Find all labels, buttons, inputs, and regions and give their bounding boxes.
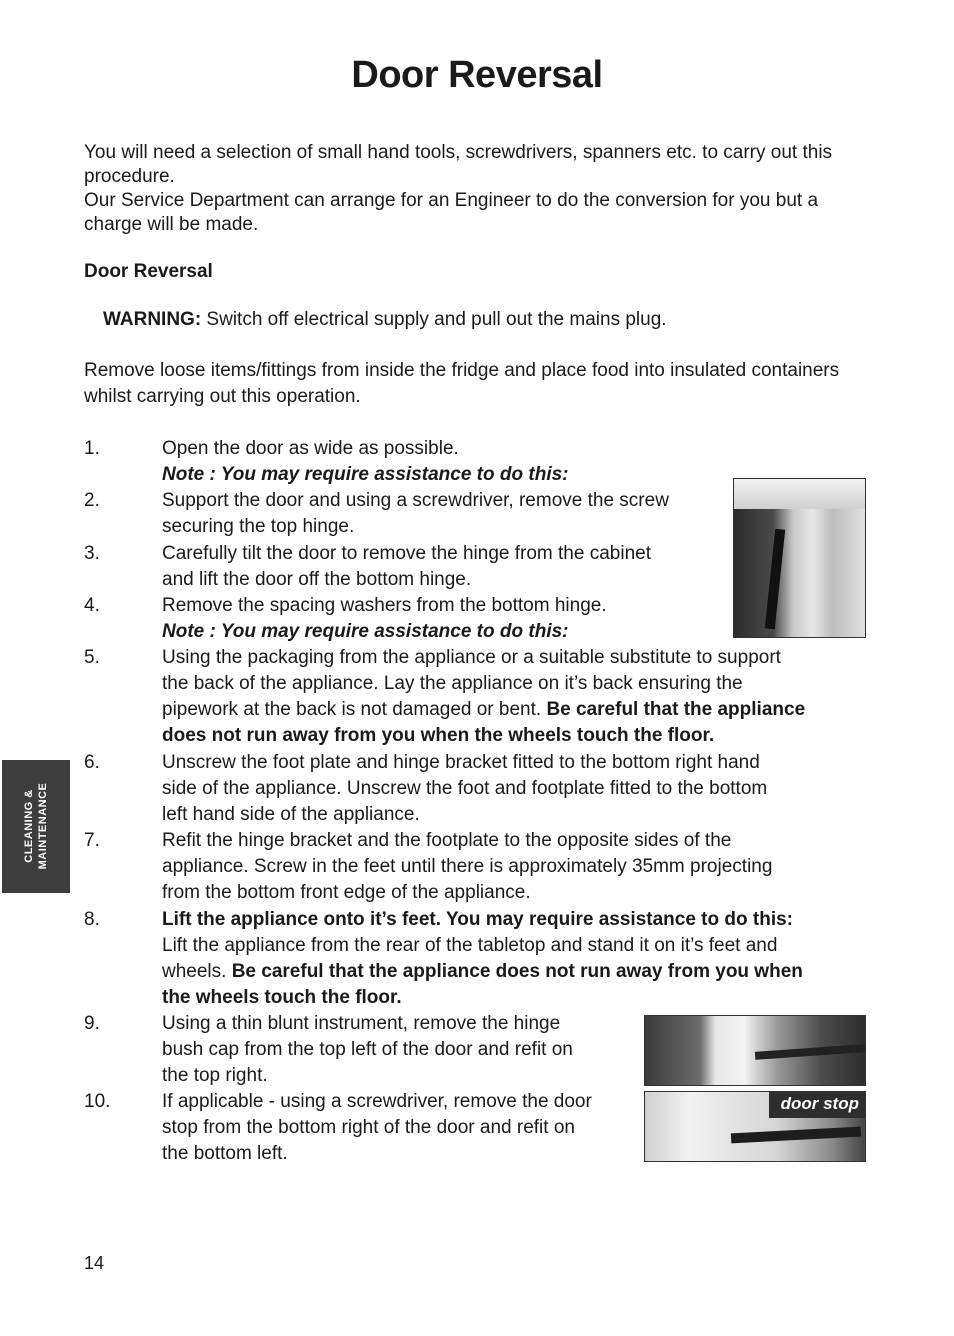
step-number: 3. — [84, 543, 100, 564]
step-text-line-1: Support the door and using a screwdriver, remove the screw — [162, 490, 669, 511]
intro-line-1: You will need a selection of small hand tools, screwdrivers, spanners etc. to carry out this procedure. — [84, 142, 833, 187]
section-subheading: Door Reversal — [84, 261, 213, 282]
side-tab-line-2: MAINTENANCE — [37, 782, 49, 870]
step-text-line-2: securing the top hinge. — [162, 516, 355, 537]
step-text-line-2: and lift the door off the bottom hinge. — [162, 569, 472, 590]
hinge-bush-cap-photo — [644, 1015, 866, 1086]
step-text-line-1: Unscrew the foot plate and hinge bracket fitted to the bottom right hand — [162, 752, 760, 773]
step-number: 4. — [84, 595, 100, 616]
step-text-line-2: the back of the appliance. Lay the appliance on it’s back ensuring the — [162, 673, 743, 694]
intro-paragraph — [84, 141, 874, 237]
step-text-line-2: wheels. — [162, 961, 232, 982]
step-number: 8. — [84, 909, 100, 930]
step-number: 9. — [84, 1013, 100, 1034]
side-tab-label — [22, 761, 50, 891]
step-caution-2: the wheels touch the floor. — [162, 987, 402, 1008]
step-text: Remove the spacing washers from the bottom hinge. — [162, 595, 607, 616]
step-text-line-2: stop from the bottom right of the door and refit on — [162, 1117, 575, 1138]
page-title: Door Reversal — [351, 54, 603, 96]
step-number: 6. — [84, 752, 100, 773]
page-number: 14 — [84, 1253, 105, 1273]
step-text-line-1: Using the packaging from the appliance or a suitable substitute to support — [162, 647, 781, 668]
photo-tool — [755, 1044, 865, 1060]
step-number: 7. — [84, 830, 100, 851]
step-text-line-3: pipework at the back is not damaged or bent. — [162, 699, 547, 720]
step-text-line-3: from the bottom front edge of the appliance. — [162, 882, 531, 903]
step-text-line-2: side of the appliance. Unscrew the foot and footplate fitted to the bottom — [162, 778, 768, 799]
step-text-line-1: Using a thin blunt instrument, remove the hinge — [162, 1013, 561, 1034]
step-text-line-3: the top right. — [162, 1065, 268, 1086]
step-text-line-1: If applicable - using a screwdriver, remove the door — [162, 1091, 592, 1112]
step-note: Note : You may require assistance to do this: — [162, 464, 569, 485]
step-caution-2: does not run away from you when the wheels touch the floor. — [162, 725, 715, 746]
step-text: Open the door as wide as possible. — [162, 438, 459, 459]
intro-line-2: Our Service Department can arrange for an Engineer to do the conversion for you but a charge will be made. — [84, 190, 819, 235]
step-text-line-1: Refit the hinge bracket and the footplate to the opposite sides of the — [162, 830, 732, 851]
step-note: Note : You may require assistance to do this: — [162, 621, 569, 642]
top-hinge-photo — [733, 478, 866, 638]
step-text-line-3: left hand side of the appliance. — [162, 804, 420, 825]
side-tab-line-1: CLEANING & — [23, 789, 35, 863]
door-stop-caption: door stop — [780, 1094, 859, 1113]
step-text-line-2: appliance. Screw in the feet until there is approximately 35mm projecting — [162, 856, 773, 877]
step-number: 2. — [84, 490, 100, 511]
step-heading: Lift the appliance onto it’s feet. You may require assistance to do this: — [162, 909, 793, 930]
warning-notice — [103, 309, 667, 331]
step-text-line-1: Lift the appliance from the rear of the tabletop and stand it on it’s feet and — [162, 935, 778, 956]
step-caution-1: Be careful that the appliance — [546, 699, 806, 720]
remove-items-paragraph: Remove loose items/fittings from inside the fridge and place food into insulated containers whilst carrying out this operation. — [84, 360, 840, 407]
step-number: 1. — [84, 438, 100, 459]
section-side-tab — [2, 760, 70, 893]
warning-label: WARNING: — [103, 309, 202, 330]
step-number: 5. — [84, 647, 100, 668]
door-stop-photo — [644, 1091, 866, 1162]
photo-screwdriver — [731, 1127, 861, 1144]
photo-door-top — [734, 479, 865, 509]
step-caution-1: Be careful that the appliance does not run away from you when — [231, 961, 803, 982]
photo-cable — [765, 529, 785, 629]
step-number: 10. — [84, 1091, 111, 1112]
step-text-line-2: bush cap from the top left of the door and refit on — [162, 1039, 573, 1060]
warning-text: Switch off electrical supply and pull out the mains plug. — [201, 309, 667, 330]
step-text-line-3: the bottom left. — [162, 1143, 288, 1164]
step-text-line-1: Carefully tilt the door to remove the hinge from the cabinet — [162, 543, 651, 564]
